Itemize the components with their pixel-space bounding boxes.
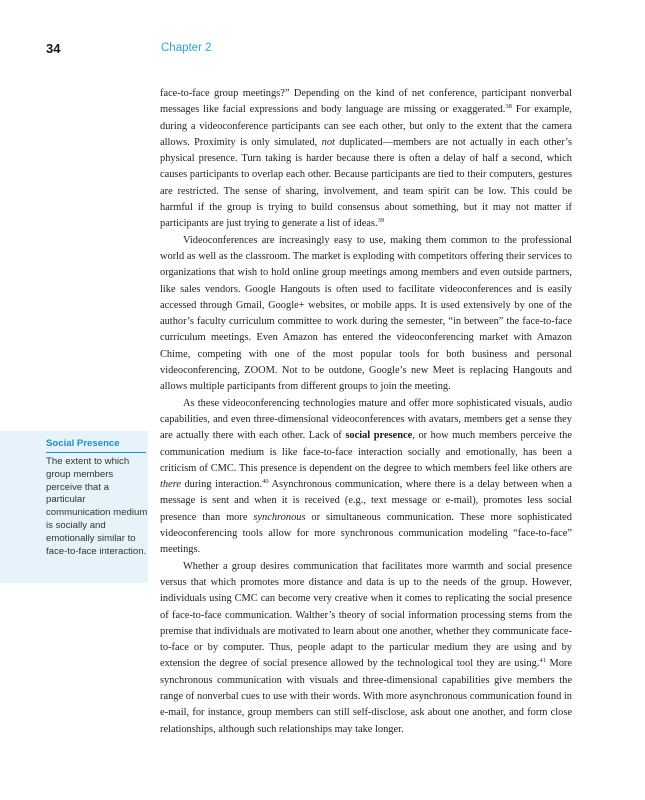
margin-note-title: Social Presence [46, 438, 120, 449]
page-number: 34 [46, 41, 61, 56]
paragraph-3-text-e: or simultaneous communication. These more sophisticated videoconferencing tools allow for more synchronous communication modeling “face-to-face” meetings. [160, 511, 572, 556]
paragraph-4 [160, 559, 572, 738]
paragraph-1-text-c: duplicated—members are not actually in each other’s physical presence. Turn taking is harder because there is often a delay of half a second, which causes participants to overlap each other. Because participants are tied to their computers, gestures are restricted. The sense of sharing, involvement, and team spirit can be low. This could be harmful if the group is trying to build consensus about something, but it may not matter if participants are just trying to generate a list of ideas. [160, 136, 572, 230]
paragraph-1-text-b: For example, during a videoconference participants can see each other, but only to the extent that the camera allows. Proximity is only simulated, [160, 104, 572, 148]
emphasis-not: not [321, 136, 335, 148]
emphasis-synchronous: synchronous [253, 511, 306, 523]
emphasis-there: there [160, 479, 181, 491]
citation-40: 40 [262, 478, 269, 486]
paragraph-4-text-a: Whether a group desires communication that facilitates more warmth and social presence versus that which promotes more distance and data is up to the needs of the group. However, individuals using CMC can become very creative when it comes to replicating the social presence of face-to-face communication. Walther’s theory of social information processing stems from the premise that individuals are motivated to learn about one another, whether they communicate face-to-face or by computer. Thus, people adapt to the particular medium they are using and by extension the degree of social presence allowed by the technological tool they are using. [160, 560, 572, 670]
key-term-social-presence: social presence [345, 430, 413, 442]
paragraph-1-text-a: face-to-face group meetings?” Depending on the kind of net conference, participant nonverbal messages like facial expressions and body language are missing or exaggerated. [160, 88, 572, 116]
paragraph-3-text-b: , or how much members perceive the communication medium is like face-to-face interaction socially and emotionally, has been a criticism of CMC. This presence is dependent on the degree to which members feel like others are [160, 430, 572, 474]
paragraph-3-text-c: during interaction. [180, 479, 263, 491]
paragraph-4-text-b: More synchronous communication with visuals and three-dimensional capabilities give members the range of nonverbal cues to use with their words. With more asynchronous communication found in e-mail, for instance, group members can still self-disclose, ask about one another, and form close relationships, although such relationships may take longer. [160, 658, 572, 735]
chapter-label: Chapter 2 [161, 42, 212, 54]
margin-note-divider [46, 452, 146, 453]
paragraph-2: Videoconferences are increasingly easy to use, making them common to the professional world as well as the classroom. The market is exploding with competitors offering their services to organizations that wish to hold online group meetings among members and even outside partners, like sales vendors. Google Hangouts is often used to facilitate videoconferences and is easily accessed through Gmail, Google+ websites, or mobile apps. It is used extensively by one of the author’s faculty curriculum committee to work during the semester, “in between” the face-to-face curriculum meetings. Even Amazon has entered the videoconferencing market with Amazon Chime, competing with one of the most popular tools for both business and personal videoconferencing, ZOOM. Not to be outdone, Google’s new Meet is replacing Hangouts and allows multiple participants from different groups to join the meeting. [160, 234, 572, 393]
margin-note-definition: The extent to which group members perceive that a particular communication medium is socially and emotionally similar to face-to-face interaction. [46, 456, 148, 557]
citation-41: 41 [539, 657, 546, 665]
paragraph-3 [160, 396, 572, 559]
paragraph-3-text-d: Asynchronous communication, where there is a delay between when a message is sent and when it is received (e.g., text message or e-mail), promotes less social presence than more [160, 479, 572, 523]
paragraph-3-text-a: As these videoconferencing technologies mature and offer more sophisticated visuals, audio capabilities, and even three-dimensional videoconferences with avatars, members get a sense they are actually there with each other. Lack of [160, 397, 572, 442]
paragraph-1 [160, 86, 572, 233]
citation-39: 39 [377, 217, 385, 225]
body-text [160, 86, 572, 738]
citation-38: 38 [505, 103, 512, 111]
